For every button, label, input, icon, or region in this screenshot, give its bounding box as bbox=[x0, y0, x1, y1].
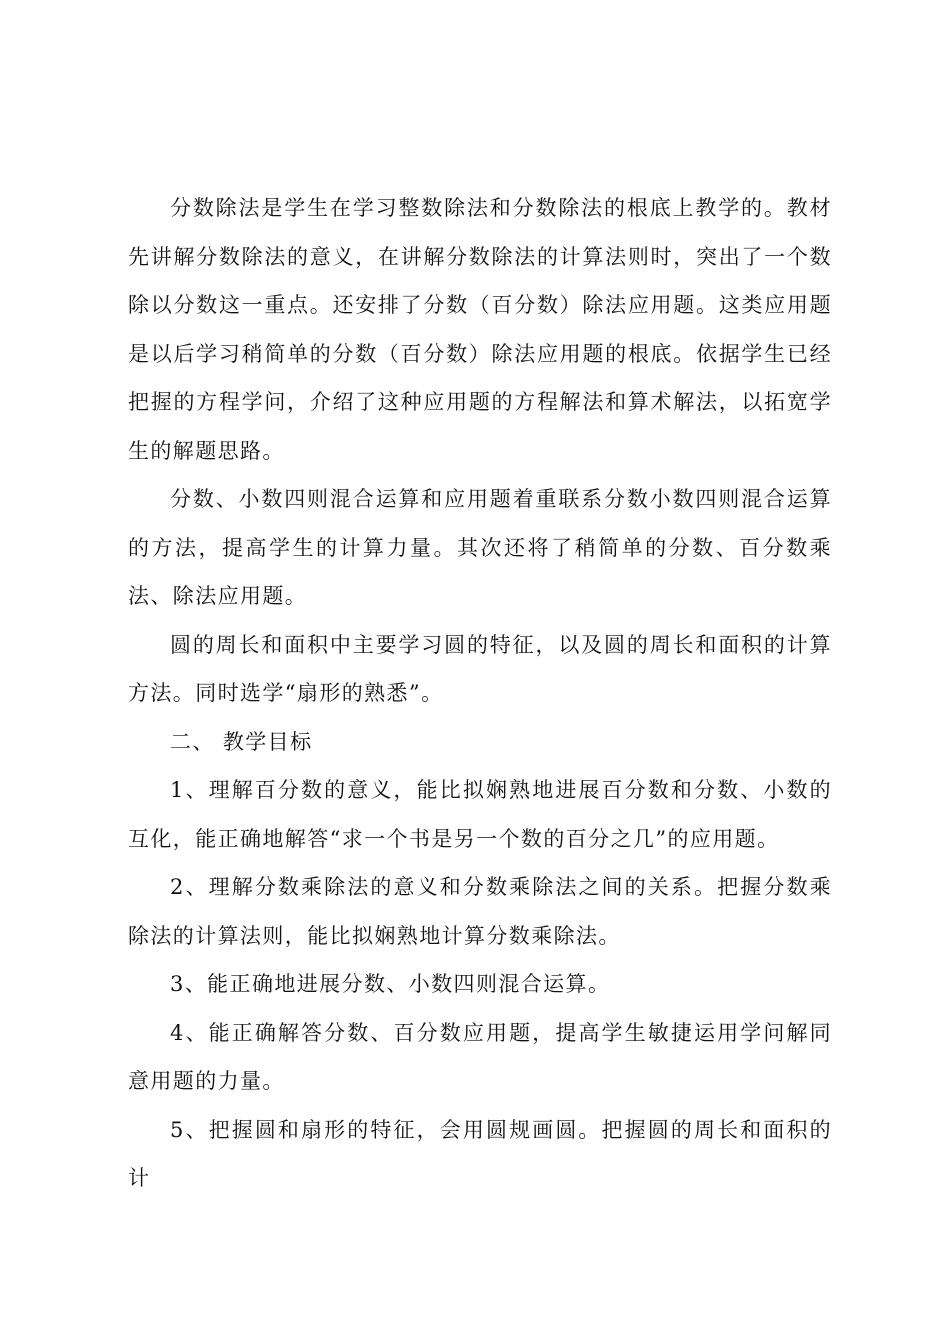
objective-item-3: 3、能正确地进展分数、小数四则混合运算。 bbox=[170, 972, 611, 996]
objective-item-5: 5、把握圆和扇形的特征，会用圆规画圆。把握圆的周长和面积的计 bbox=[128, 1117, 832, 1190]
paragraph-fraction-division: 分数除法是学生在学习整数除法和分数除法的根底上教学的。教材先讲解分数除法的意义，在讲解分数除法的计算法则时，突出了一个数除以分数这一重点。还安排了分数（百分数）除法应用题。这类应用题是以后学习稍简单的分数（百分数）除法应用题的根底。依据学生已经把握的方程学问，介绍了这种应用题的方程解法和算术解法，以拓宽学生的解题思路。 bbox=[128, 196, 832, 463]
paragraph-circle: 圆的周长和面积中主要学习圆的特征，以及圆的周长和面积的计算方法。同时选学“扇形的熟悉”。 bbox=[128, 632, 832, 705]
document-body bbox=[128, 184, 832, 1203]
objective-item-2: 2、理解分数乘除法的意义和分数乘除法之间的关系。把握分数乘除法的计算法则，能比拟娴熟地计算分数乘除法。 bbox=[128, 875, 832, 948]
section-heading-teaching-goals: 二、 教学目标 bbox=[170, 729, 313, 754]
paragraph-mixed-operations: 分数、小数四则混合运算和应用题着重联系分数小数四则混合运算的方法，提高学生的计算力量。其次还将了稍简单的分数、百分数乘法、除法应用题。 bbox=[128, 487, 832, 608]
objective-item-4: 4、能正确解答分数、百分数应用题，提高学生敏捷运用学问解同意用题的力量。 bbox=[128, 1020, 832, 1093]
objective-item-1: 1、理解百分数的意义，能比拟娴熟地进展百分数和分数、小数的互化，能正确地解答“求一个书是另一个数的百分之几”的应用题。 bbox=[128, 778, 832, 851]
